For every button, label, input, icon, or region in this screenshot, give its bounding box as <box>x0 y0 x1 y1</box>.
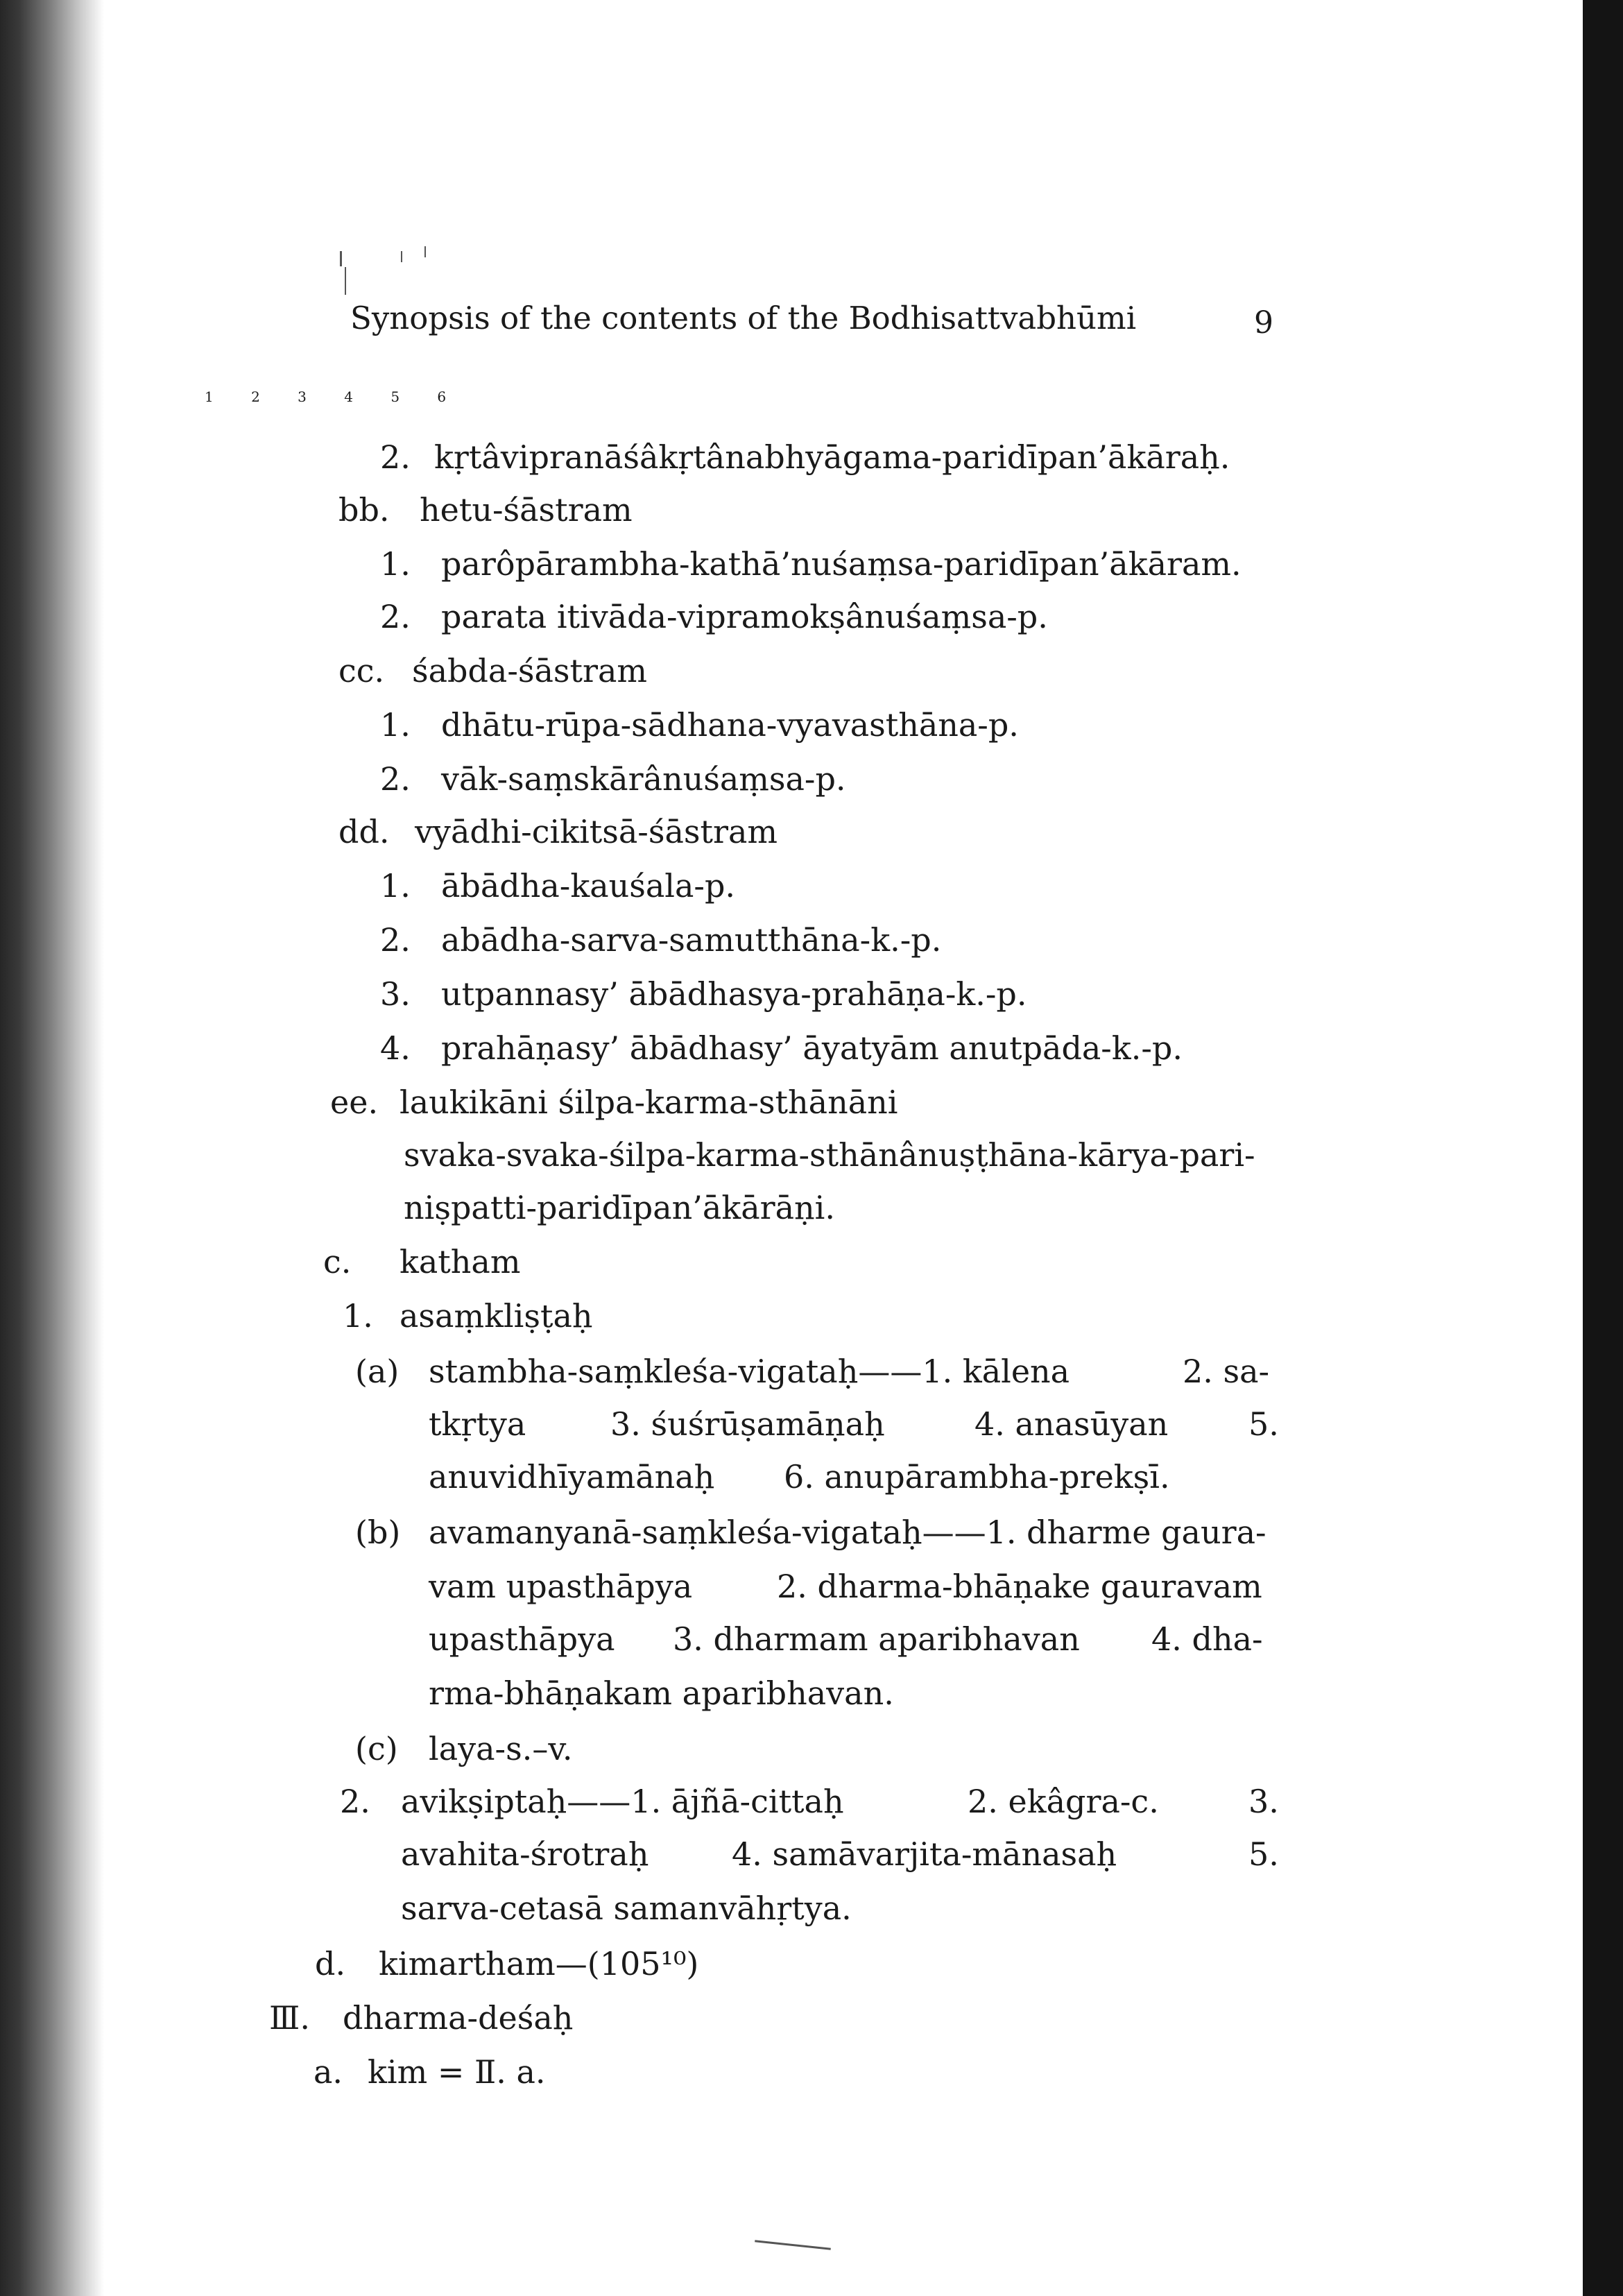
synopsis-line <box>380 598 1048 635</box>
line-text: kimartham—(105¹⁰) <box>379 1945 699 1982</box>
synopsis-row <box>0 1945 1623 1982</box>
line-label: 2. <box>340 1783 370 1820</box>
line-label: ee. <box>330 1083 379 1121</box>
scan-mark <box>401 251 402 262</box>
line-text: kṛtâvipranāśâkṛtânabhyāgama-paridīpan’ākāraḥ. <box>434 438 1230 476</box>
line-text: 5. <box>1248 1405 1279 1443</box>
line-text: stambha-saṃkleśa-vigataḥ——1. kālena <box>429 1353 1070 1390</box>
line-text: hetu-śāstram <box>420 491 633 529</box>
line-label: d. <box>315 1945 346 1982</box>
line-text: vam upasthāpya <box>429 1568 693 1605</box>
synopsis-row <box>0 1620 1623 1658</box>
line-label: 1. <box>380 867 411 905</box>
synopsis-line <box>380 545 1242 583</box>
column-numbers: 1 2 3 4 5 6 <box>205 388 463 405</box>
synopsis-line <box>429 1674 894 1712</box>
line-label: 2. <box>380 598 411 635</box>
synopsis-row <box>0 1785 1623 1820</box>
synopsis-row <box>0 2053 1623 2091</box>
line-text: 2. ekâgra-c. <box>968 1783 1159 1820</box>
synopsis-line <box>380 867 736 905</box>
synopsis-line <box>404 1136 1255 1174</box>
synopsis-line <box>330 1083 898 1121</box>
line-text: 4. dha- <box>1151 1620 1263 1658</box>
line-label: cc. <box>338 652 385 689</box>
line-text: avahita-śrotraḥ <box>401 1835 649 1873</box>
line-label: c. <box>323 1243 352 1280</box>
line-text: parôpārambha-kathā’nuśaṃsa-paridīpan’ākāram. <box>441 545 1242 583</box>
synopsis-line <box>380 921 942 959</box>
scan-mark <box>345 267 346 295</box>
line-text: niṣpatti-paridīpan’ākārāṇi. <box>404 1189 835 1226</box>
line-label: a. <box>314 2053 343 2091</box>
synopsis-line <box>380 706 1019 744</box>
line-text: rma-bhāṇakam aparibhavan. <box>429 1674 894 1712</box>
synopsis-line <box>401 1890 852 1927</box>
page-number: 9 <box>1254 305 1273 341</box>
line-text: 3. śuśrūṣamāṇaḥ <box>610 1405 885 1443</box>
synopsis-row <box>0 1355 1623 1390</box>
synopsis-row <box>0 1999 1623 2037</box>
line-text: laukikāni śilpa-karma-sthānāni <box>400 1083 898 1121</box>
scan-mark <box>340 251 342 266</box>
synopsis-row <box>0 1570 1623 1605</box>
line-text: svaka-svaka-śilpa-karma-sthānânuṣṭhāna-kārya-pari- <box>404 1136 1255 1174</box>
line-text: utpannasy’ ābādhasya-prahāṇa-k.-p. <box>441 975 1027 1013</box>
line-label: 2. <box>380 760 411 798</box>
line-text: avikṣiptaḥ——1. ājñā-cittaḥ <box>401 1783 844 1820</box>
line-text: vāk-saṃskārânuśaṃsa-p. <box>441 760 846 798</box>
line-label: (a) <box>355 1353 400 1390</box>
line-text: 6. anupārambha-prekṣī. <box>784 1458 1170 1496</box>
scan-mark <box>424 246 426 257</box>
line-text: kim = Ⅱ. a. <box>368 2053 546 2091</box>
line-text: 2. sa- <box>1183 1353 1270 1390</box>
line-label: (b) <box>355 1514 401 1551</box>
synopsis-row <box>0 1405 1623 1443</box>
synopsis-line <box>338 813 778 850</box>
line-text: śabda-śāstram <box>412 652 648 689</box>
line-text: tkṛtya <box>429 1405 526 1443</box>
synopsis-line <box>380 760 846 798</box>
line-text: vyādhi-cikitsā-śāstram <box>415 813 778 850</box>
line-label: dd. <box>338 813 390 850</box>
scan-mark <box>755 2240 831 2250</box>
synopsis-line <box>323 1243 521 1280</box>
line-label: 1. <box>380 545 411 583</box>
synopsis-row <box>0 1730 1623 1767</box>
line-text: 5. <box>1248 1835 1279 1873</box>
line-text: 3. dharmam aparibhavan <box>673 1620 1080 1658</box>
line-text: avamanyanā-saṃkleśa-vigataḥ——1. dharme gaura- <box>429 1514 1266 1551</box>
line-label: 2. <box>380 921 411 959</box>
synopsis-row <box>0 1458 1623 1496</box>
line-text: 4. samāvarjita-mānasaḥ <box>732 1835 1117 1873</box>
line-label: (c) <box>355 1730 398 1767</box>
line-text: katham <box>400 1243 521 1280</box>
synopsis-row <box>0 1516 1623 1551</box>
synopsis-line <box>380 438 1230 476</box>
line-text: laya-s.–v. <box>429 1730 573 1767</box>
line-label: bb. <box>338 491 390 529</box>
line-text: parata itivāda-vipramokṣânuśaṃsa-p. <box>441 598 1048 635</box>
synopsis-line <box>380 1029 1183 1067</box>
line-label: 1. <box>380 706 411 744</box>
line-text: 2. dharma-bhāṇake gauravam <box>777 1568 1262 1605</box>
line-label: Ⅲ. <box>269 1999 310 2037</box>
line-label: 2. <box>380 438 411 476</box>
synopsis-line <box>338 491 633 529</box>
synopsis-line <box>343 1297 593 1335</box>
line-text: asaṃkliṣṭaḥ <box>400 1297 593 1335</box>
line-text: abādha-sarva-samutthāna-k.-p. <box>441 921 942 959</box>
line-text: ābādha-kauśala-p. <box>441 867 736 905</box>
line-text: anuvidhīyamānaḥ <box>429 1458 715 1496</box>
page-title: Synopsis of the contents of the Bodhisattvabhūmi <box>350 300 1137 336</box>
line-label: 3. <box>380 975 411 1013</box>
synopsis-line <box>404 1189 835 1226</box>
line-text: upasthāpya <box>429 1620 615 1658</box>
line-text: dhātu-rūpa-sādhana-vyavasthāna-p. <box>441 706 1019 744</box>
line-label: 1. <box>343 1297 373 1335</box>
line-text: 4. anasūyan <box>974 1405 1169 1443</box>
synopsis-line <box>338 652 648 689</box>
line-text: sarva-cetasā samanvāhṛtya. <box>401 1890 852 1927</box>
synopsis-line <box>380 975 1027 1013</box>
line-text: 3. <box>1248 1783 1279 1820</box>
line-text: prahāṇasy’ ābādhasy’ āyatyām anutpāda-k.-p. <box>441 1029 1183 1067</box>
line-label: 4. <box>380 1029 411 1067</box>
line-text: dharma-deśaḥ <box>343 1999 574 2037</box>
synopsis-row <box>0 1835 1623 1873</box>
